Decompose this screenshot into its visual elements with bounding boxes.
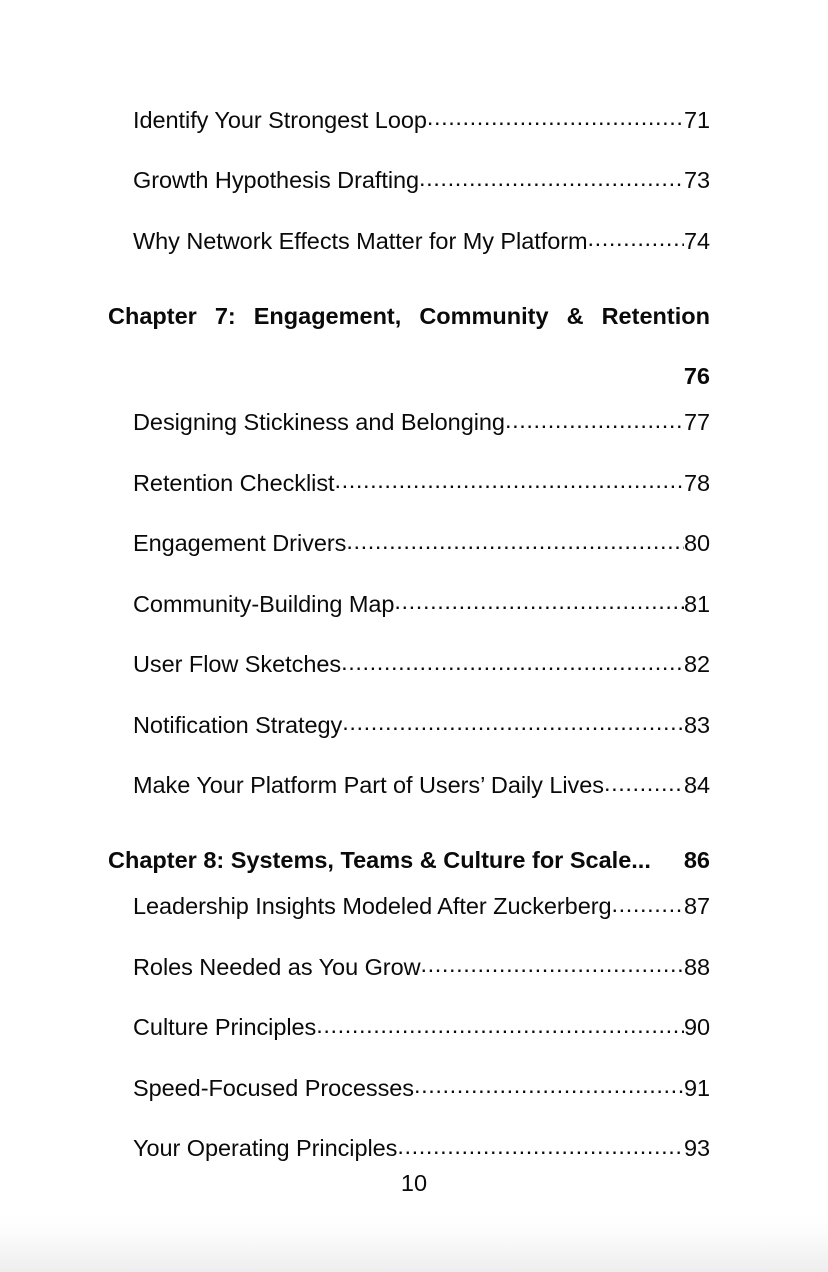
toc-leader-dots (505, 407, 684, 431)
toc-page-number: 73 (683, 167, 710, 193)
page-folio-number: 10 (400, 1170, 428, 1196)
toc-leader-dots (394, 588, 684, 612)
toc-section-entry[interactable] (133, 467, 710, 528)
toc-title-word: 7: (214, 302, 236, 329)
toc-section-entry[interactable] (133, 225, 710, 286)
toc-leader-dots (346, 528, 684, 552)
toc-section-entry[interactable] (133, 588, 710, 649)
toc-entry-title: User Flow Sketches (133, 651, 342, 677)
toc-leader-dots (612, 891, 684, 915)
toc-section-entry[interactable] (133, 1012, 710, 1073)
table-of-contents (108, 104, 710, 1193)
toc-title-word: Community (419, 302, 549, 329)
toc-section-entry[interactable] (133, 104, 710, 165)
toc-page-number: 78 (683, 469, 710, 496)
toc-section-entry[interactable] (133, 407, 710, 468)
toc-leader-dots (342, 709, 684, 733)
toc-page-number: 81 (683, 590, 710, 617)
toc-page-number: 80 (683, 530, 710, 556)
toc-entry-title: Community-Building Map (133, 590, 395, 617)
toc-entry-title: Identify Your Strongest Loop (133, 106, 427, 133)
toc-page-number: 87 (683, 893, 710, 919)
toc-page-number: 74 (683, 227, 710, 254)
toc-title-word: Retention (601, 302, 710, 329)
toc-page-number: 93 (683, 1135, 710, 1161)
toc-leader-dots (414, 1072, 684, 1096)
toc-page-number: 91 (683, 1074, 710, 1101)
toc-leader-dots (335, 467, 684, 491)
toc-section-entry[interactable] (133, 770, 710, 831)
toc-entry-title: Retention Checklist (133, 469, 335, 496)
toc-page-number: 76 (683, 363, 710, 389)
toc-leader-dots (419, 165, 684, 189)
toc-entry-title (108, 286, 710, 347)
toc-section-entry[interactable] (133, 165, 710, 226)
toc-entry-title: Why Network Effects Matter for My Platform (133, 227, 588, 254)
toc-page-number: 71 (683, 106, 710, 133)
toc-entry-title: Growth Hypothesis Drafting (133, 167, 420, 193)
toc-title-word: Chapter (108, 302, 197, 329)
toc-entry-title: Speed-Focused Processes (133, 1074, 414, 1101)
toc-leader-dots (316, 1012, 684, 1036)
toc-entry-title: Leadership Insights Modeled After Zuckerberg (133, 893, 612, 919)
toc-leader-dots (397, 1133, 684, 1157)
toc-page-number: 86 (683, 847, 710, 873)
toc-leader-dots (341, 649, 684, 673)
toc-entry-title: Designing Stickiness and Belonging (133, 409, 505, 435)
toc-title-word: & (566, 302, 584, 329)
toc-entry-title: Roles Needed as You Grow (133, 953, 421, 980)
toc-section-entry[interactable] (133, 528, 710, 589)
toc-leader-dots (421, 951, 684, 975)
toc-entry-title: Notification Strategy (133, 711, 343, 738)
toc-entry-title: Your Operating Principles (133, 1135, 398, 1161)
page-bottom-edge-shadow (0, 1214, 828, 1272)
toc-page-number: 88 (683, 953, 710, 980)
toc-page-number: 84 (683, 772, 710, 798)
toc-page-number: 90 (683, 1014, 710, 1040)
toc-section-entry[interactable] (133, 951, 710, 1012)
toc-page-number: 83 (683, 711, 710, 738)
toc-entry-title: Make Your Platform Part of Users’ Daily Lives (133, 772, 604, 798)
toc-section-entry[interactable] (133, 891, 710, 952)
toc-leader-dots (108, 361, 675, 385)
toc-chapter-entry[interactable] (108, 286, 710, 407)
toc-chapter-entry[interactable] (108, 830, 710, 891)
page-edge-line (0, 1233, 828, 1234)
toc-leader-dots (604, 770, 684, 794)
toc-leader-dots (588, 225, 684, 249)
toc-leader-dots (427, 104, 684, 128)
toc-page-number: 77 (683, 409, 710, 435)
toc-page-number: 82 (683, 651, 710, 677)
toc-entry-title: Chapter 8: Systems, Teams & Culture for Scale... (108, 847, 651, 873)
toc-title-word: Engagement, (253, 302, 402, 329)
toc-entry-title: Engagement Drivers (133, 530, 347, 556)
toc-section-entry[interactable] (133, 649, 710, 710)
toc-section-entry[interactable] (133, 1072, 710, 1133)
toc-section-entry[interactable] (133, 709, 710, 770)
toc-entry-title: Culture Principles (133, 1014, 317, 1040)
